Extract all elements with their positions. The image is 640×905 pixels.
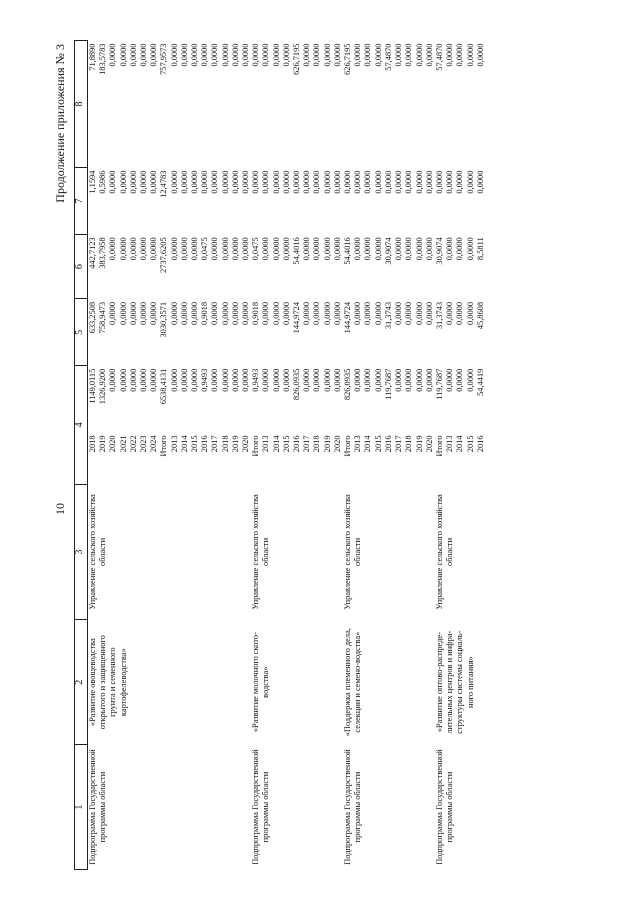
- subprogram-title: [170, 620, 252, 745]
- year-list: Итого 2013 2014 2015 2016 2017 2018 2019 2020: [251, 435, 342, 457]
- value-col-4: 1149,0115 1326,9200 0,0000 0,0000 0,0000 0,0000 0,0000 6538,4131: [88, 368, 169, 405]
- rotated-table-sheet: [50, 40, 630, 870]
- value-col-4: 0,9493 0,0000 0,0000 0,0000 826,0935 0,0000 0,0000 0,0000 0,0000: [251, 368, 342, 401]
- value-col-5: 0,0000 0,0000 0,0000 0,9018 0,0000 0,0000 0,0000 0,0000: [169, 301, 251, 325]
- value-col-4: 119,7687 0,0000 0,0000 0,0000 54,4419: [434, 368, 485, 400]
- value-col-8: 626,7195 0,0000 0,0000 0,0000 57,4870 0,0000 0,0000 0,0000 0,0000: [343, 43, 434, 75]
- value-col-4: 826,0935 0,0000 0,0000 0,0000 119,7687 0,0000 0,0000 0,0000 0,0000: [343, 368, 434, 401]
- responsible-executor: Управление сельского хозяйства области: [88, 494, 108, 610]
- value-col-6: 30,9074 0,0000 0,0000 0,0000 8,5811: [434, 237, 485, 265]
- column-header-7: 7: [75, 168, 88, 235]
- value-col-6: 0,0475 0,0000 0,0000 0,0000 54,4016 0,0000 0,0000 0,0000 0,0000: [251, 237, 342, 265]
- responsible-executor: Управление сельского хозяйства области: [343, 494, 363, 610]
- value-col-5: 31,3743 0,0000 0,0000 0,0000 45,8608: [434, 301, 485, 330]
- budget-table: [74, 40, 486, 870]
- value-col-8: 71,8890 183,5783 0,0000 0,0000 0,0000 0,0000 0,0000 757,9573: [88, 43, 169, 75]
- column-number-row: [75, 41, 88, 870]
- value-col-6: 54,4016 0,0000 0,0000 0,0000 30,9074 0,0000 0,0000 0,0000 0,0000: [343, 237, 434, 265]
- column-header-6: 6: [75, 234, 88, 299]
- value-col-8: 57,4870 0,0000 0,0000 0,0000 0,0000: [434, 43, 485, 71]
- table-row: [435, 41, 486, 870]
- subprogram-label: Подпрограмма Государственной программы области: [88, 749, 108, 865]
- subprogram-title: «Развитие оптово-распреде-лительных центров и инфра-структуры системы социаль-ного питания»: [434, 630, 475, 734]
- value-col-7: 1,1594 0,5986 0,0000 0,0000 0,0000 0,0000 0,0000 12,4783: [88, 170, 169, 198]
- column-header-3: 3: [75, 484, 88, 620]
- appendix-caption: Продолжение приложения № 3: [53, 44, 67, 203]
- column-header-4: 4: [75, 366, 88, 484]
- value-col-6: 0,0000 0,0000 0,0000 0,0475 0,0000 0,0000 0,0000 0,0000: [169, 237, 251, 261]
- page-number: 10: [53, 503, 67, 515]
- subprogram-label: Подпрограмма Государственной программы области: [434, 749, 455, 865]
- value-col-5: 633,2508 758,9473 0,0000 0,0000 0,0000 0,0000 0,0000 3030,3571: [88, 301, 169, 338]
- value-col-7: 0,0000 0,0000 0,0000 0,0000 0,0000 0,0000 0,0000 0,0000 0,0000: [343, 170, 434, 194]
- subprogram-label: [170, 745, 252, 870]
- year-list: Итого 2013 2014 2015 2016 2017 2018 2019 2020: [343, 435, 434, 457]
- value-col-8: 0,0000 0,0000 0,0000 0,0000 626,7195 0,0000 0,0000 0,0000 0,0000: [251, 43, 342, 75]
- value-col-8: 0,0000 0,0000 0,0000 0,0000 0,0000 0,0000 0,0000 0,0000: [169, 43, 251, 67]
- column-header-5: 5: [75, 299, 88, 366]
- responsible-executor: Управление сельского хозяйства области: [251, 494, 271, 610]
- value-col-5: 144,9724 0,0000 0,0000 0,0000 31,3743 0,0000 0,0000 0,0000 0,0000: [343, 301, 434, 334]
- year-list: Итого 2013 2014 2015 2016: [434, 435, 485, 457]
- value-col-4: 0,0000 0,0000 0,0000 0,9493 0,0000 0,0000 0,0000 0,0000: [169, 368, 251, 392]
- table-row: [88, 41, 170, 870]
- value-col-5: 0,9018 0,0000 0,0000 0,0000 144,9724 0,0000 0,0000 0,0000 0,0000: [251, 301, 342, 334]
- subprogram-label: Подпрограмма Государственной программы области: [251, 749, 271, 865]
- responsible-executor: [170, 484, 252, 620]
- value-col-6: 442,7123 383,7958 0,0000 0,0000 0,0000 0,0000 0,0000 2737,6205: [88, 237, 169, 273]
- value-col-7: 0,0000 0,0000 0,0000 0,0000 0,0000 0,0000 0,0000 0,0000 0,0000: [251, 170, 342, 194]
- subprogram-title: «Развитие молочного ското-водства»: [251, 632, 271, 733]
- table-row: [170, 41, 252, 870]
- year-list: 2013 2014 2015 2016 2017 2018 2019 2020: [169, 435, 251, 453]
- table-row: [251, 41, 343, 870]
- column-header-2: 2: [75, 620, 88, 745]
- subprogram-label: Подпрограмма Государственной программы области: [343, 749, 363, 865]
- column-header-1: 1: [75, 745, 88, 870]
- table-row: [343, 41, 435, 870]
- column-header-8: 8: [75, 41, 88, 168]
- responsible-executor: Управление сельского хозяйства области: [434, 494, 455, 610]
- subprogram-title: «Поддержка племенного дела, селекции и семено-водства»: [343, 628, 363, 737]
- value-col-7: 0,0000 0,0000 0,0000 0,0000 0,0000 0,0000 0,0000 0,0000: [169, 170, 251, 194]
- value-col-7: 0,0000 0,0000 0,0000 0,0000 0,0000: [434, 170, 485, 194]
- subprogram-title: «Развитие овощеводства открытого и защищенного грунта и семенного картофелеводства»: [88, 635, 128, 730]
- year-list: 2018 2019 2020 2021 2022 2023 2024 Итого: [88, 435, 169, 457]
